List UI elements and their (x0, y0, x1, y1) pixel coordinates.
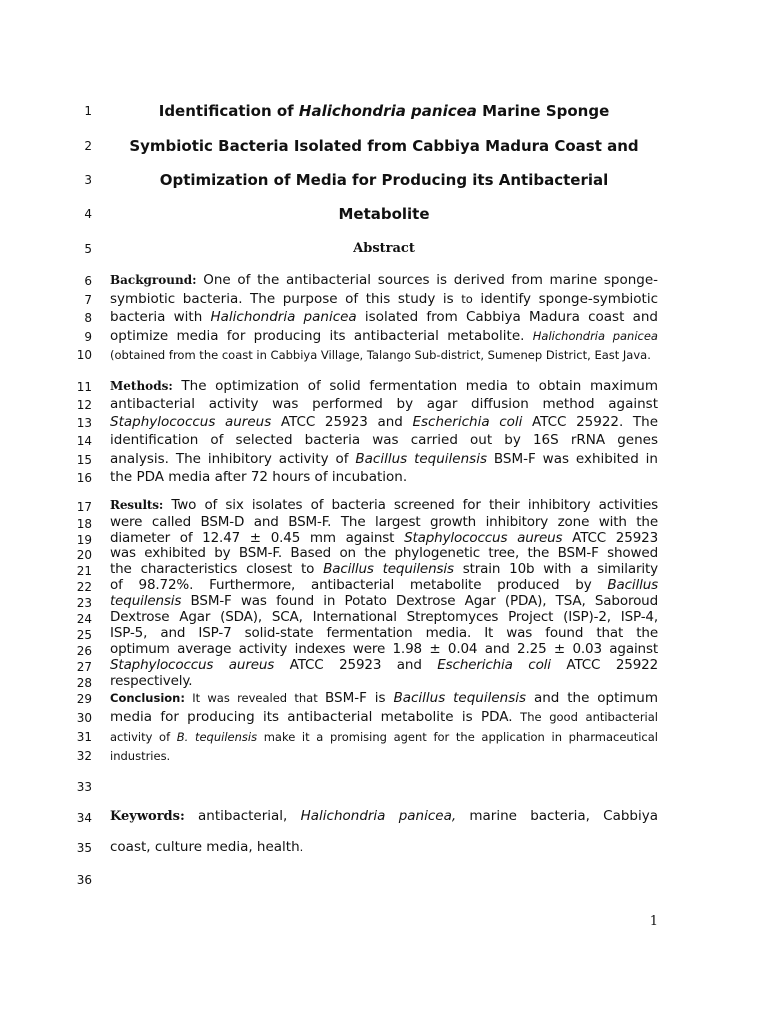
results-line: respectively. (110, 673, 193, 689)
page-number: 1 (649, 914, 658, 929)
line-number: 24 (76, 612, 92, 626)
results-line: of 98.72%. Furthermore, antibacterial metabolite produced by Bacillus (110, 577, 658, 593)
line-number: 20 (76, 548, 92, 562)
results-line: the characteristics closest to Bacillus tequilensis strain 10b with a similarity (110, 561, 658, 577)
results-line: tequilensis BSM-F was found in Potato Dextrose Agar (PDA), TSA, Saboroud (110, 593, 658, 609)
methods-label: Methods: (110, 379, 173, 393)
line-number: 26 (76, 644, 92, 658)
line-number: 22 (76, 580, 92, 594)
line-number: 2 (84, 139, 92, 153)
line-number: 25 (76, 628, 92, 642)
background-line: (obtained from the coast in Cabbiya Village, Talango Sub-district, Sumenep District, East Java. (110, 348, 651, 362)
methods-line: the PDA media after 72 hours of incubation. (110, 469, 408, 485)
keywords-line: coast, culture media, health. (110, 839, 304, 855)
line-number: 21 (76, 564, 92, 578)
line-number: 14 (76, 434, 92, 448)
conclusion-line: industries. (110, 749, 171, 763)
conclusion-line: activity of B. tequilensis make it a promising agent for the application in pharmaceutical (110, 730, 658, 744)
line-number: 1 (84, 104, 92, 118)
line-number: 30 (76, 711, 92, 725)
results-line: Dextrose Agar (SDA), SCA, International Streptomyces Project (ISP)-2, ISP-4, (110, 609, 658, 625)
results-line: Results: Two of six isolates of bacteria screened for their inhibitory activities (110, 497, 658, 513)
line-number: 17 (76, 500, 92, 514)
paper-title-line: Symbiotic Bacteria Isolated from Cabbiya Madura Coast and (129, 137, 639, 155)
methods-line: Staphylococcus aureus ATCC 25923 and Escherichia coli ATCC 25922. The (110, 414, 659, 430)
conclusion-line: Conclusion: It was revealed that BSM-F is Bacillus tequilensis and the optimum (110, 690, 659, 706)
line-number: 10 (76, 348, 92, 362)
background-line: bacteria with Halichondria panicea isolated from Cabbiya Madura coast and (110, 309, 658, 325)
paper-title-line: Optimization of Media for Producing its Antibacterial (159, 171, 609, 189)
line-number: 12 (76, 398, 92, 412)
line-number: 35 (76, 841, 92, 855)
paper-title-line: Identification of Halichondria panicea Marine Sponge (158, 102, 610, 120)
background-label: Background: (110, 273, 197, 287)
line-number: 31 (76, 730, 92, 744)
methods-line: analysis. The inhibitory activity of Bacillus tequilensis BSM-F was exhibited in (110, 451, 658, 467)
line-number: 27 (76, 660, 92, 674)
results-line: optimum average activity indexes were 1.98 ± 0.04 and 2.25 ± 0.03 against (110, 641, 658, 657)
line-number: 13 (76, 416, 92, 430)
keywords-label: Keywords: (110, 809, 185, 824)
conclusion-line: media for producing its antibacterial metabolite is PDA. The good antibacterial (110, 709, 658, 725)
methods-line: antibacterial activity was performed by agar diffusion method against (110, 396, 658, 412)
line-number: 23 (76, 596, 92, 610)
results-line: were called BSM-D and BSM-F. The largest growth inhibitory zone with the (110, 514, 658, 530)
line-number: 7 (84, 293, 92, 307)
line-number: 28 (76, 676, 92, 690)
line-number: 33 (76, 780, 92, 794)
abstract-heading: Abstract (353, 241, 415, 256)
results-line: was exhibited by BSM-F. Based on the phylogenetic tree, the BSM-F showed (110, 545, 658, 561)
line-number: 19 (76, 533, 92, 547)
line-number: 4 (84, 207, 92, 221)
background-line: Background: One of the antibacterial sources is derived from marine sponge- (110, 272, 658, 288)
results-line: ISP-5, and ISP-7 solid-state fermentation media. It was found that the (110, 625, 658, 641)
results-line: Staphylococcus aureus ATCC 25923 and Escherichia coli ATCC 25922 (110, 657, 659, 673)
background-line: symbiotic bacteria. The purpose of this study is to identify sponge-symbiotic (110, 291, 658, 307)
line-number: 34 (76, 811, 92, 825)
line-number: 9 (84, 330, 92, 344)
methods-line: Methods: The optimization of solid fermentation media to obtain maximum (110, 378, 658, 394)
line-number: 3 (84, 173, 92, 187)
line-number: 6 (84, 274, 92, 288)
line-number: 11 (76, 380, 92, 394)
results-line: diameter of 12.47 ± 0.45 mm against Staphylococcus aureus ATCC 25923 (110, 530, 659, 546)
line-number: 15 (76, 453, 92, 467)
line-number: 32 (76, 749, 92, 763)
line-number: 16 (76, 471, 92, 485)
results-label: Results: (110, 498, 164, 512)
species-name: Halichondria panicea (298, 102, 477, 120)
line-number: 29 (76, 692, 92, 706)
line-number: 8 (84, 311, 92, 325)
background-line: optimize media for producing its antibacterial metabolite. Halichondria panicea (110, 328, 658, 344)
paper-title-line: Metabolite (338, 205, 430, 223)
line-number: 5 (84, 242, 92, 256)
line-number: 36 (76, 873, 92, 887)
keywords-line: Keywords: antibacterial, Halichondria panicea, marine bacteria, Cabbiya (110, 808, 658, 824)
methods-line: identification of selected bacteria was carried out by 16S rRNA genes (110, 432, 658, 448)
line-number: 18 (76, 517, 92, 531)
conclusion-label: Conclusion: (110, 691, 185, 705)
